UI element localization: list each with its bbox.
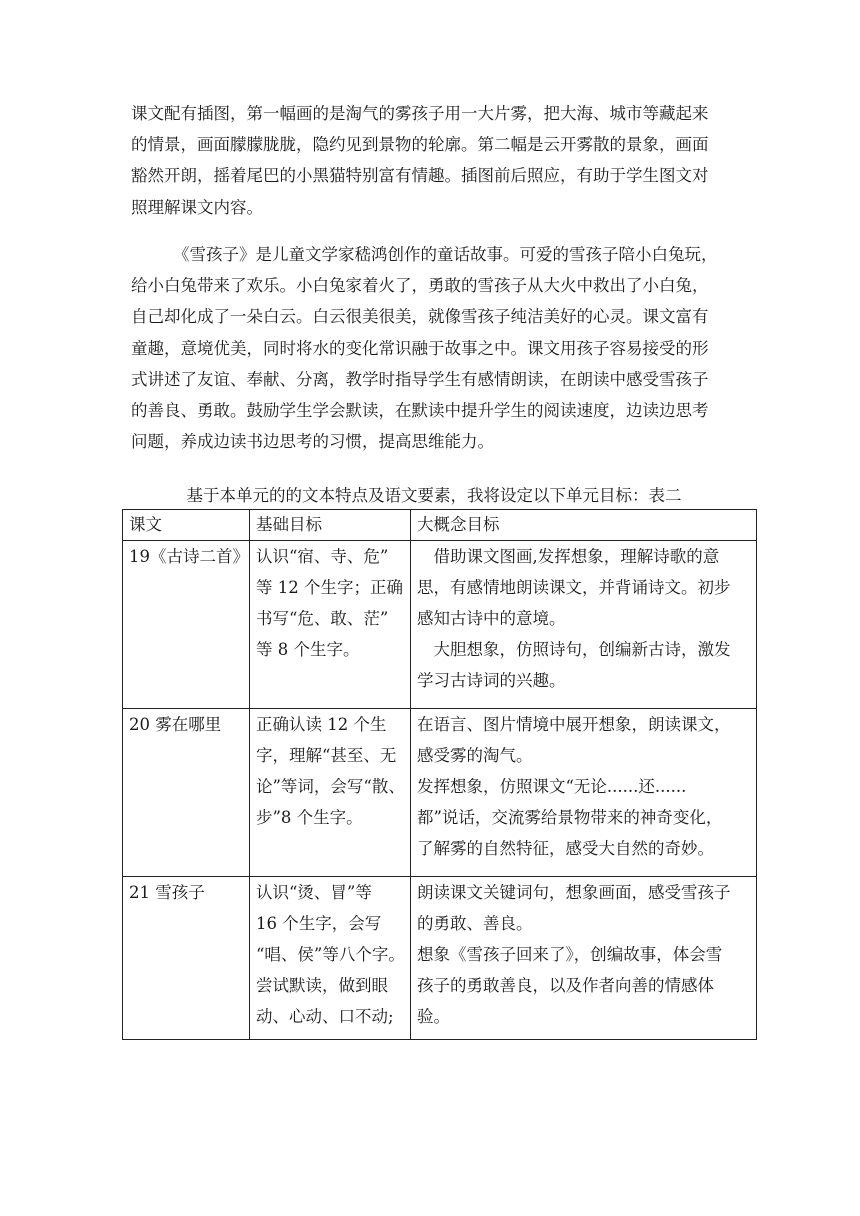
header-basic-goal: 基础目标	[250, 510, 411, 541]
paragraph-line: 给小白兔带来了欢乐。小白兔家着火了，勇敢的雪孩子从大火中救出了小白兔，	[131, 276, 709, 296]
story-paragraph	[131, 239, 737, 457]
paragraph-line: 豁然开朗，摇着尾巴的小黑猫特别富有情趣。插图前后照应，有助于学生图文对	[131, 166, 709, 186]
table-row	[123, 709, 757, 877]
paragraph-line: 式讲述了友谊、奉献、分离，教学时指导学生有感情朗读，在朗读中感受雪孩子	[131, 369, 709, 389]
table-row	[123, 877, 757, 1040]
table-header-row	[123, 510, 757, 541]
lesson-cell: 20 雾在哪里	[123, 709, 250, 877]
paragraph-line: 《雪孩子》是儿童文学家嵇鸿创作的童话故事。可爱的雪孩子陪小白兔玩，	[173, 245, 718, 264]
lesson-cell: 19《古诗二首》	[123, 541, 250, 709]
table-caption: 基于本单元的的文本特点及语文要素，我将设定以下单元目标：表二	[186, 486, 682, 505]
table-row	[123, 541, 757, 709]
concept-goal-cell: 在语言、图片情境中展开想象，朗读课文， 感受雾的淘气。 发挥想象，仿照课文“无论......还...... 都”说话，交流雾给景物带来的神奇变化， 了解雾的自然特征，感受大自然的奇妙。	[411, 709, 757, 877]
concept-goal-cell: 朗读课文关键词句，想象画面，感受雪孩子 的勇敢、善良。 想象《雪孩子回来了》，创编故事，体会雪 孩子的勇敢善良，以及作者向善的情感体 验。	[411, 877, 757, 1040]
unit-goals-table	[122, 509, 757, 1040]
paragraph-line: 自己却化成了一朵白云。白云很美很美，就像雪孩子纯洁美好的心灵。课文富有	[131, 307, 709, 327]
paragraph-line: 的善良、勇敢。鼓励学生学会默读，在默读中提升学生的阅读速度，边读边思考	[131, 401, 709, 421]
paragraph-line: 照理解课文内容。	[131, 197, 263, 217]
concept-goal-cell: 借助课文图画,发挥想象，理解诗歌的意 思，有感情地朗读课文，并背诵诗文。初步 感知古诗中的意境。 大胆想象，仿照诗句，创编新古诗，激发 学习古诗词的兴趣。	[411, 541, 757, 709]
lesson-cell: 21 雪孩子	[123, 877, 250, 1040]
paragraph-line: 课文配有插图，第一幅画的是淘气的雾孩子用一大片雾，把大海、城市等藏起来	[131, 104, 709, 123]
basic-goal-cell: 正确认读 12 个生 字，理解“甚至、无 论”等词，会写“散、 步”8 个生字。	[250, 709, 411, 877]
basic-goal-cell: 认识“宿、寺、危” 等 12 个生字；正确 书写“危、敢、茫” 等 8 个生字。	[250, 541, 411, 709]
header-lesson: 课文	[123, 510, 250, 541]
paragraph-line: 问题，养成边读书边思考的习惯，提高思维能力。	[131, 432, 494, 452]
basic-goal-cell: 认识“烫、冒”等 16 个生字，会写 “唱、侯”等八个字。 尝试默读，做到眼 动、心动、口不动;	[250, 877, 411, 1040]
paragraph-line: 的情景，画面朦朦胧胧，隐约见到景物的轮廓。第二幅是云开雾散的景象，画面	[131, 135, 709, 155]
paragraph-line: 童趣，意境优美，同时将水的变化常识融于故事之中。课文用孩子容易接受的形	[131, 338, 709, 358]
header-concept-goal: 大概念目标	[411, 510, 757, 541]
intro-paragraph	[131, 98, 737, 223]
